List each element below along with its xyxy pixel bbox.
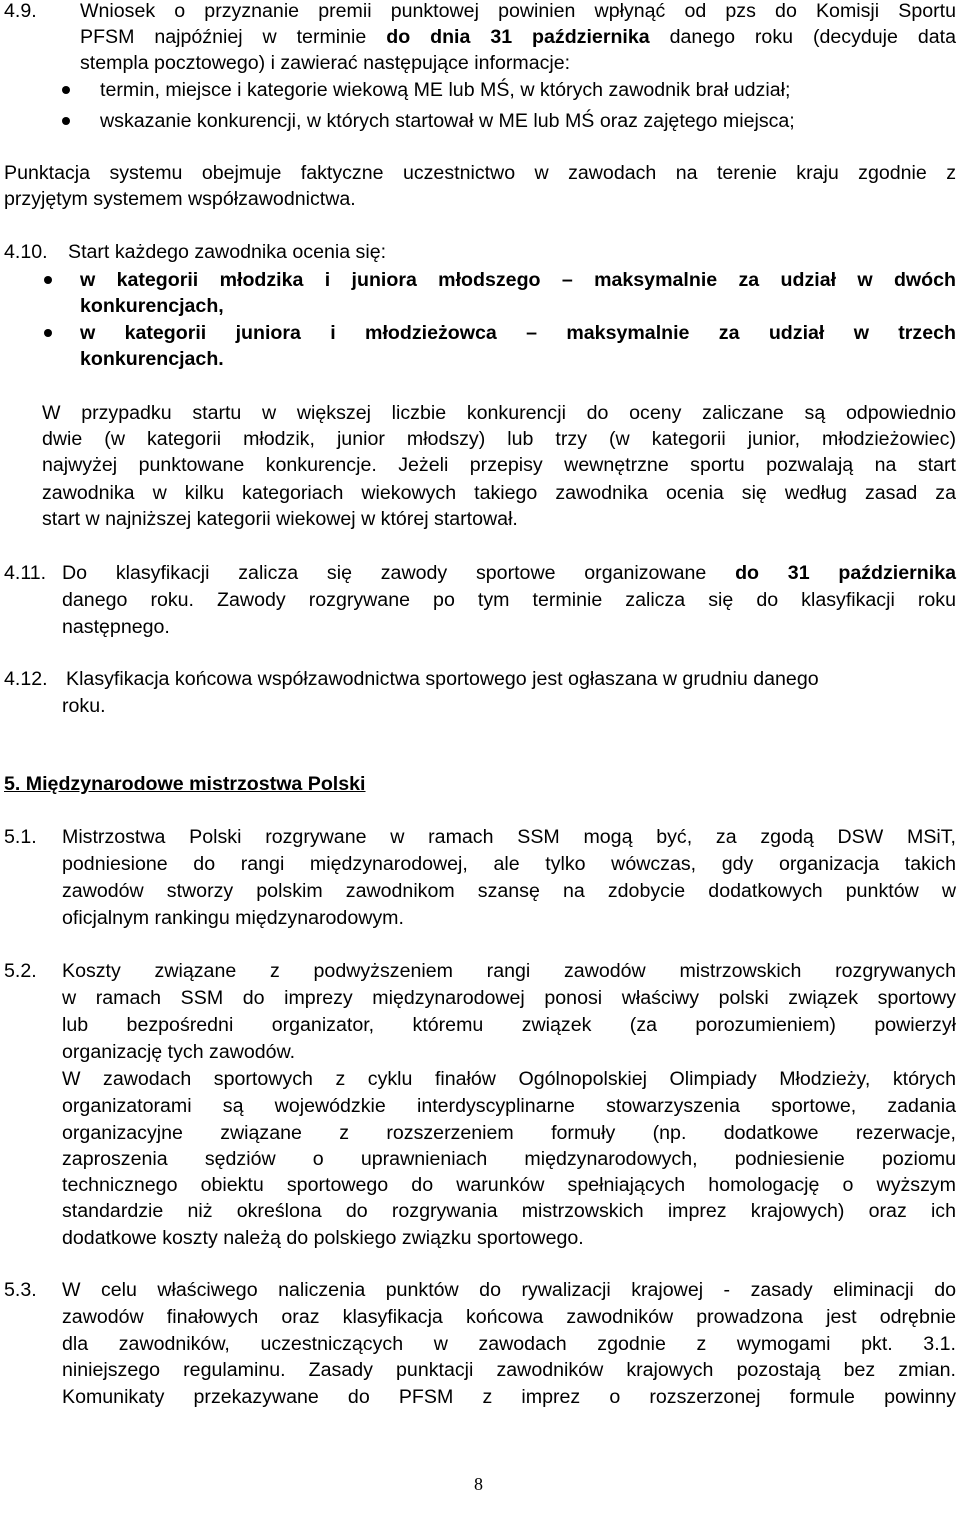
paragraph-line: Mistrzostwa Polski rozgrywane w ramach SSM mogą być, za zgodą DSW MSiT, [62, 826, 956, 848]
paragraph-line: organizacyjne związane z rozszerzeniem formuły (np. dodatkowe rezerwacje, [62, 1122, 956, 1144]
paragraph-line [62, 560, 956, 586]
text-span: PFSM najpóźniej w terminie [80, 26, 367, 48]
list-item: w kategorii młodzika i juniora młodszego – maksymalnie za udział w dwóch [80, 269, 956, 291]
bullet-icon [62, 117, 70, 125]
paragraph-line: Klasyfikacja końcowa współzawodnictwa sportowego jest ogłaszana w grudniu danego [66, 668, 819, 690]
paragraph-line: dwie (w kategorii młodzik, junior młodszy) lub trzy (w kategorii junior, młodzieżowiec) [42, 428, 956, 450]
paragraph-line: Koszty związane z podwyższeniem rangi zawodów mistrzowskich rozgrywanych [62, 960, 956, 982]
chapter-heading: 5. Międzynarodowe mistrzostwa Polski [4, 773, 366, 795]
paragraph-line: danego roku. Zawody rozgrywane po tym terminie zalicza się do klasyfikacji roku [62, 589, 956, 611]
bullet-icon [44, 329, 52, 337]
paragraph-line: Komunikaty przekazywane do PFSM z imprez o rozszerzonej formule powinny [62, 1386, 956, 1408]
paragraph-line: technicznego obiektu sportowego do warunków spełniających homologację o wyższym [62, 1174, 956, 1196]
paragraph-line: zawodów stworzy polskim zawodnikom szansę na zdobycie dodatkowych punktów w [62, 880, 956, 902]
deadline-bold: do dnia 31 października [386, 26, 650, 48]
paragraph-line: organizację tych zawodów. [62, 1041, 296, 1063]
paragraph-line: Punktacja systemu obejmuje faktyczne uczestnictwo w zawodach na terenie kraju zgodnie z [4, 162, 956, 184]
paragraph-line: Start każdego zawodnika ocenia się: [68, 241, 387, 263]
paragraph-line: roku. [62, 695, 106, 717]
section-number: 4.12. [4, 668, 48, 690]
paragraph-line: oficjalnym rankingu międzynarodowym. [62, 907, 404, 929]
paragraph-line: W przypadku startu w większej liczbie konkurencji do oceny zaliczane są odpowiednio [42, 402, 956, 424]
section-number: 4.10. [4, 241, 48, 263]
paragraph-line: zawodów finałowych oraz klasyfikacja końcowa zawodników prowadzona jest odrębnie [62, 1306, 956, 1328]
page-number: 8 [474, 1474, 483, 1494]
section-number: 4.9. [4, 0, 37, 22]
bullet-icon [44, 276, 52, 284]
paragraph-line: lub bezpośredni organizator, któremu związek (za porozumieniem) powierzył [62, 1014, 956, 1036]
list-item: wskazanie konkurencji, w których startował w ME lub MŚ oraz zajętego miejsca; [100, 110, 795, 132]
list-item: konkurencjach, [80, 295, 224, 317]
paragraph-line: podniesione do rangi międzynarodowej, ale tylko wówczas, gdy organizacja takich [62, 853, 956, 875]
paragraph-line: zaproszenia sędziów o uprawnieniach międzynarodowych, podniesienie poziomu [62, 1148, 956, 1170]
paragraph-line: w ramach SSM do imprezy międzynarodowej ponosi właściwy polski związek sportowy [62, 987, 956, 1009]
paragraph-line: dodatkowe koszty należą do polskiego związku sportowego. [62, 1227, 584, 1249]
paragraph-line: dla zawodników, uczestniczących w zawodach zgodnie z wymogami pkt. 3.1. [62, 1333, 956, 1355]
paragraph-line: start w najniższej kategorii wiekowej w której startował. [42, 508, 518, 530]
paragraph-line: niniejszego regulaminu. Zasady punktacji zawodników krajowych pozostają bez zmian. [62, 1359, 956, 1381]
section-number: 5.2. [4, 960, 37, 982]
text-span: danego roku (decyduje data [669, 26, 956, 48]
paragraph-line: W zawodach sportowych z cyklu finałów Ogólnopolskiej Olimpiady Młodzieży, których [62, 1068, 956, 1090]
paragraph-line: stempla pocztowego) i zawierać następujące informacje: [80, 52, 571, 74]
paragraph-line: Wniosek o przyznanie premii punktowej powinien wpłynąć od pzs do Komisji Sportu [80, 0, 956, 22]
paragraph-line: zawodnika w kilku kategoriach wiekowych takiego zawodnika ocenia się według zasad za [42, 482, 956, 504]
deadline-bold: do 31 października [735, 562, 956, 584]
paragraph-line: standardzie niż określona do rozgrywania mistrzowskich imprez krajowych) oraz ich [62, 1200, 956, 1222]
section-number: 4.11. [4, 562, 47, 584]
list-item: termin, miejsce i kategorie wiekową ME lub MŚ, w których zawodnik brał udział; [100, 79, 791, 101]
list-item: konkurencjach. [80, 348, 224, 370]
paragraph-line: W celu właściwego naliczenia punktów do rywalizacji krajowej - zasady eliminacji do [62, 1279, 956, 1301]
list-item: w kategorii juniora i młodzieżowca – maksymalnie za udział w trzech [80, 322, 956, 344]
text-span: Do klasyfikacji zalicza się zawody sportowe organizowane [62, 562, 707, 584]
paragraph-line: organizatorami są wojewódzkie interdyscyplinarne stowarzyszenia sportowe, zadania [62, 1095, 956, 1117]
paragraph-line: następnego. [62, 616, 170, 638]
section-number: 5.1. [4, 826, 37, 848]
paragraph-line: przyjętym systemem współzawodnictwa. [4, 188, 356, 210]
bullet-icon [62, 86, 70, 94]
paragraph-line: najwyżej punktowane konkurencje. Jeżeli przepisy wewnętrzne sportu pozwalają na start [42, 454, 956, 476]
paragraph-line [80, 24, 956, 50]
section-number: 5.3. [4, 1279, 37, 1301]
